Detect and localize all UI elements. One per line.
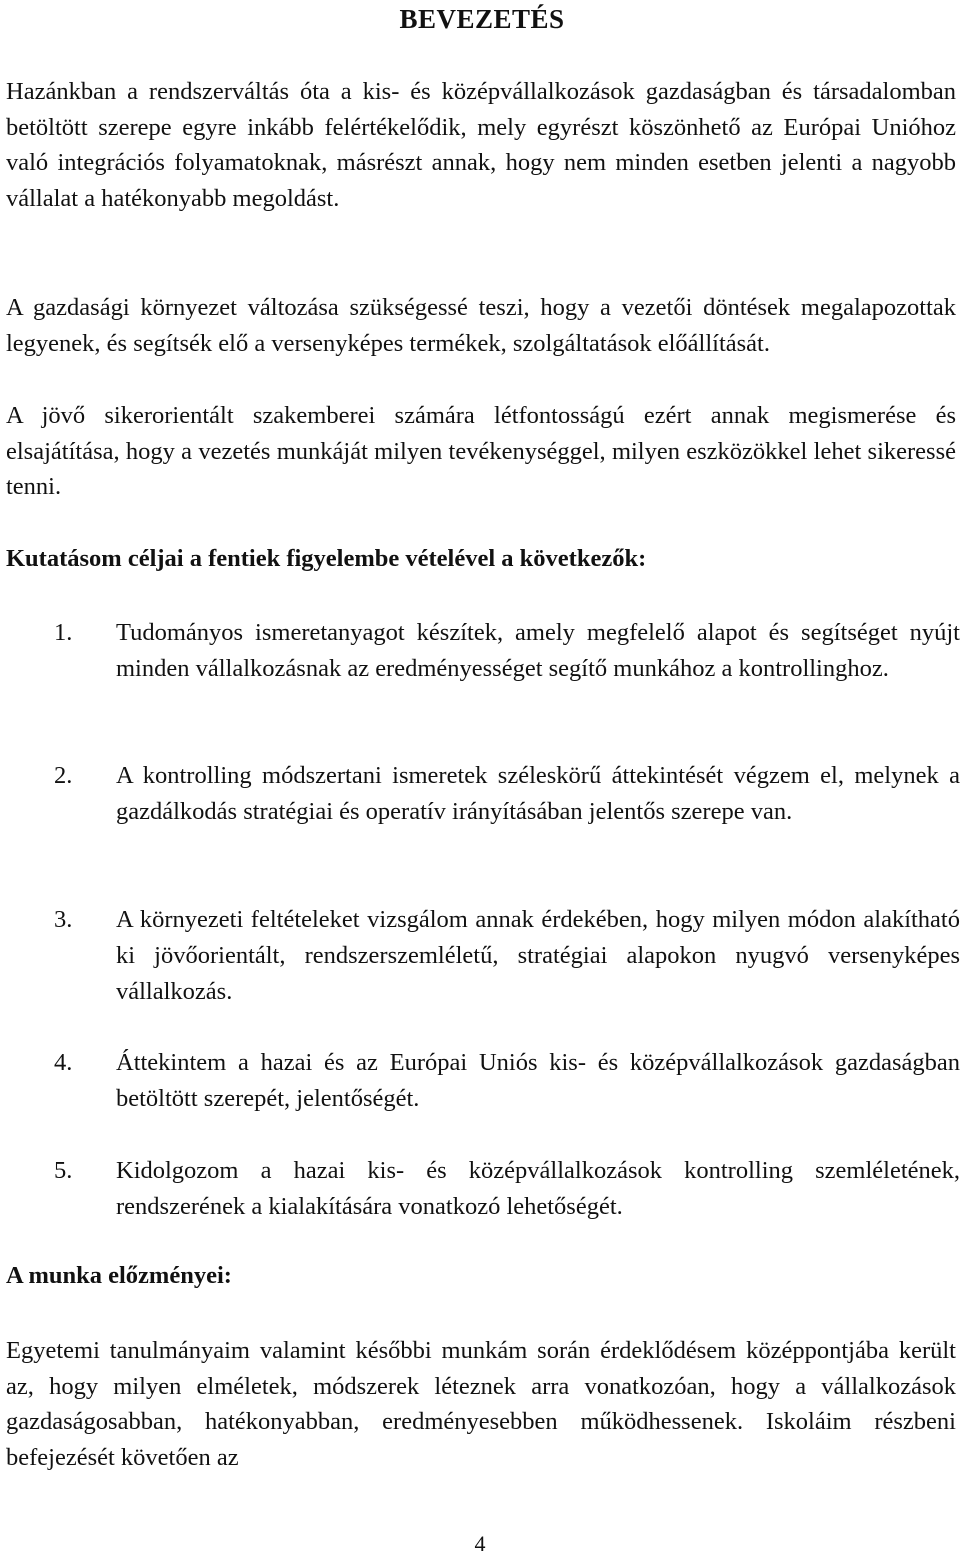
goal-text: Tudományos ismeretanyagot készítek, amely megfelelő alapot és segítséget nyújt minden vállalkozásnak az eredményességet segítő munkához a kontrollinghoz. [116, 619, 960, 682]
page-title: BEVEZETÉS [399, 4, 565, 34]
goal-text: Kidolgozom a hazai kis- és középvállalkozások kontrolling szemléletének, rendszerének a kialakítására vonatkozó lehetőségét. [116, 1157, 960, 1220]
page-number: 4 [474, 1531, 486, 1556]
goal-text: A kontrolling módszertani ismeretek széleskörű áttekintését végzem el, melynek a gazdálkodás stratégiai és operatív irányításában jelentős szerepe van. [116, 762, 960, 825]
goal-text: A környezeti feltételeket vizsgálom annak érdekében, hogy milyen módon alakítható ki jövőorientált, rendszerszemléletű, stratégiai alapokon nyugvó versenyképes vállalkozás. [116, 906, 960, 1005]
intro-paragraph-3: A jövő sikerorientált szakemberei számára létfontosságú ezért annak megismerése és elsajátítása, hogy a vezetés munkáját milyen tevékenységgel, milyen eszközökkel lehet sikeressé tenni. [6, 402, 956, 500]
intro-paragraph-2: A gazdasági környezet változása szükségessé teszi, hogy a vezetői döntések megalapozottak legyenek, és segítsék elő a versenyképes termékek, szolgáltatások előállítását. [6, 294, 956, 357]
goal-number: 2. [54, 762, 73, 789]
history-paragraph: Egyetemi tanulmányaim valamint későbbi munkám során érdeklődésem középpontjába került az, hogy milyen elméletek, módszerek léteznek arra vonatkozóan, hogy a vállalkozások gazdaságosabban, hatékonyabban, eredményesebben működhessenek. Iskoláim részbeni befejezését követően az [6, 1337, 956, 1471]
intro-paragraph-1: Hazánkban a rendszerváltás óta a kis- és középvállalkozások gazdaságban és társadalomban betöltött szerepe egyre inkább felértékelődik, mely egyrészt köszönhető az Európai Unióhoz való integrációs folyamatoknak, másrészt annak, hogy nem minden esetben jelenti a nagyobb vállalat a hatékonyabb megoldást. [6, 78, 956, 212]
goal-number: 5. [54, 1157, 73, 1184]
goal-number: 1. [54, 619, 73, 646]
goal-number: 4. [54, 1049, 73, 1076]
history-heading: A munka előzményei: [6, 1262, 232, 1289]
goal-number: 3. [54, 906, 73, 933]
goals-heading: Kutatásom céljai a fentiek figyelembe vételével a következők: [6, 545, 647, 572]
goal-text: Áttekintem a hazai és az Európai Uniós kis- és középvállalkozások gazdaságban betöltött szerepét, jelentőségét. [116, 1049, 960, 1112]
